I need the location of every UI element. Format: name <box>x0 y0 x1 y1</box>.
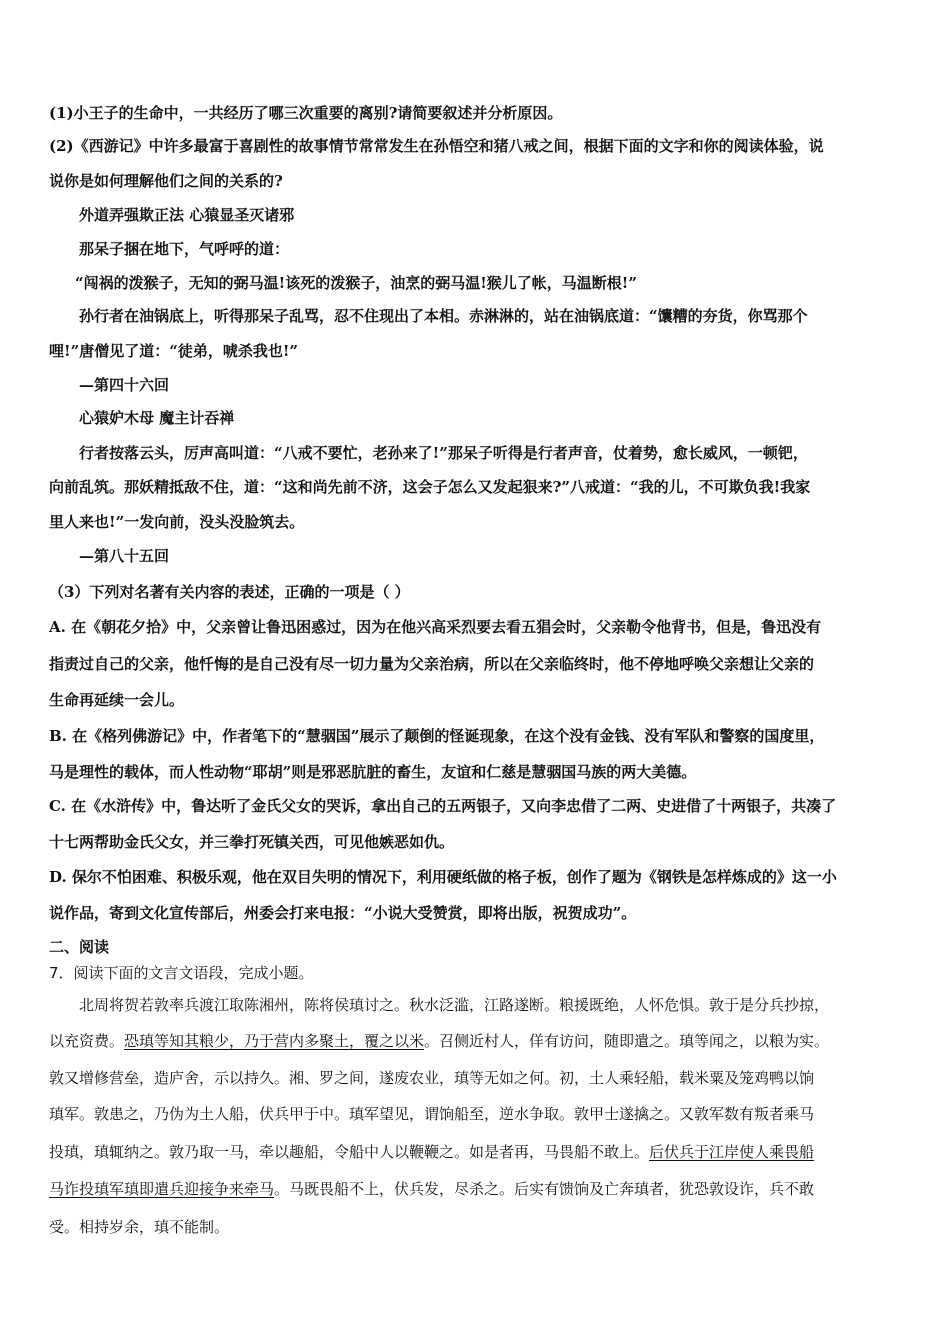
excerpt-1-chapter: —第四十六回 <box>79 376 170 394</box>
option-c-line-1: C. 在《水浒传》中，鲁达听了金氏父女的哭诉，拿出自己的五两银子，又向李忠借了二两、史进借了十两银子，共凑了 <box>49 797 837 815</box>
excerpt-1-title: 外道弄强欺正法 心猿显圣灭诸邪 <box>79 206 295 224</box>
question-2-line-1: (2)《西游记》中许多最富于喜剧性的故事情节常常发生在孙悟空和猪八戒之间，根据下面的文字和你的阅读体验，说 <box>49 137 824 155</box>
passage-text: 。召侧近村人，佯有访问，随即遣之。瑱等闻之，以粮为实。 <box>424 1032 830 1050</box>
option-d-line-2: 说作品，寄到文化宣传部后，州委会打来电报：“小说大受赞赏，即将出版，祝贺成功”。 <box>49 904 637 922</box>
excerpt-1-line: “闯祸的泼猴子，无知的弼马温!该死的泼猴子，油烹的弼马温!猴儿了帐，马温断根!” <box>75 274 638 292</box>
option-b-line-2: 马是理性的载体，而人性动物“耶胡”则是邪恶肮脏的畜生，友谊和仁慈是慧骃国马族的两大美德。 <box>49 763 697 781</box>
passage-line: 北周将贺若敦率兵渡江取陈湘州，陈将侯瑱讨之。秋水泛滥，江路遂断。粮援既绝，人怀危惧。敦于是分兵抄掠， <box>79 996 830 1014</box>
passage-text: 。马既畏船不上，伏兵发，尽杀之。后实有馈饷及亡奔瑱者，犹恐敦设诈，兵不敢 <box>274 1180 815 1198</box>
question-1: (1)小王子的生命中，一共经历了哪三次重要的离别?请简要叙述并分析原因。 <box>49 104 563 122</box>
passage-line <box>49 1142 814 1162</box>
question-7: 7．阅读下面的文言文语段，完成小题。 <box>49 964 314 982</box>
option-a-line-1: A. 在《朝花夕拾》中，父亲曾让鲁迅困惑过，因为在他兴高采烈要去看五猖会时，父亲勒令他背书，但是，鲁迅没有 <box>49 618 822 636</box>
underlined-sentence-2-part-2: 马诈投瑱军瑱即遣兵迎接争来牵马 <box>49 1180 275 1198</box>
excerpt-2-line: 行者按落云头，厉声高叫道：“八戒不要忙，老孙来了!”那呆子听得是行者声音，仗着势，愈长威风，一顿钯， <box>79 444 808 462</box>
option-c-line-2: 十七两帮助金氏父女，并三拳打死镇关西，可见他嫉恶如仇。 <box>49 833 455 851</box>
option-b-line-1: B. 在《格列佛游记》中，作者笔下的“慧骃国”展示了颠倒的怪诞现象，在这个没有金钱、没有军队和警察的国度里， <box>49 727 825 745</box>
excerpt-1-line: 哩!”唐僧见了道：“徒弟，唬杀我也!” <box>49 342 299 360</box>
question-2-line-2: 说你是如何理解他们之间的关系的? <box>49 172 283 190</box>
excerpt-1-line: 那呆子捆在地下，气呼呼的道： <box>79 240 290 258</box>
passage-line: 受。相持岁余，瑱不能制。 <box>49 1218 230 1236</box>
passage-line <box>49 1179 814 1199</box>
option-a-line-3: 生命再延续一会儿。 <box>49 691 185 709</box>
section-heading-reading: 二、阅读 <box>49 938 110 956</box>
underlined-sentence-1: 恐瑱等知其粮少，乃于营内多聚土，覆之以米 <box>124 1032 425 1050</box>
passage-text: 投瑱，瑱辄纳之。敦乃取一马，牵以趣船，令船中人以鞭鞭之。如是者再，马畏船不敢上。 <box>49 1143 650 1161</box>
excerpt-2-line: 里人来也!”一发向前，没头没脸筑去。 <box>49 513 305 531</box>
passage-text: 以充资费。 <box>49 1032 125 1050</box>
passage-line: 瑱军。敦患之，乃伪为土人船，伏兵甲于中。瑱军望见，谓饷船至，逆水争取。敦甲士遂擒之。又敦军数有叛者乘马 <box>49 1105 815 1123</box>
excerpt-1-line: 孙行者在油锅底上，听得那呆子乱骂，忍不住现出了本相。赤淋淋的，站在油锅底道：“馕糟的夯货，你骂那个 <box>79 307 808 325</box>
question-3: （3）下列对名著有关内容的表述，正确的一项是（ ） <box>49 583 410 601</box>
passage-line <box>49 1031 829 1051</box>
underlined-sentence-2-part-1: 后伏兵于江岸使人乘畏船 <box>649 1143 815 1161</box>
excerpt-2-chapter: —第八十五回 <box>79 547 170 565</box>
excerpt-2-title: 心猿妒木母 魔主计吞禅 <box>79 409 235 427</box>
option-a-line-2: 指责过自己的父亲，他忏悔的是自己没有尽一切力量为父亲治病，所以在父亲临终时，他不停地呼唤父亲想让父亲的 <box>49 655 815 673</box>
option-d-line-1: D. 保尔不怕困难、积极乐观，他在双目失明的情况下，利用硬纸做的格子板，创作了题为《钢铁是怎样炼成的》这一小 <box>49 868 837 886</box>
passage-line: 敦又增修营垒，造庐舍，示以持久。湘、罗之间，遂废农业，瑱等无如之何。初，土人乘轻船，载米粟及笼鸡鸭以饷 <box>49 1069 815 1087</box>
excerpt-2-line: 向前乱筑。那妖精抵敌不住，道：“这和尚先前不济，这会子怎么又发起狠来?”八戒道：“我的儿，不可欺负我!我家 <box>49 478 811 496</box>
